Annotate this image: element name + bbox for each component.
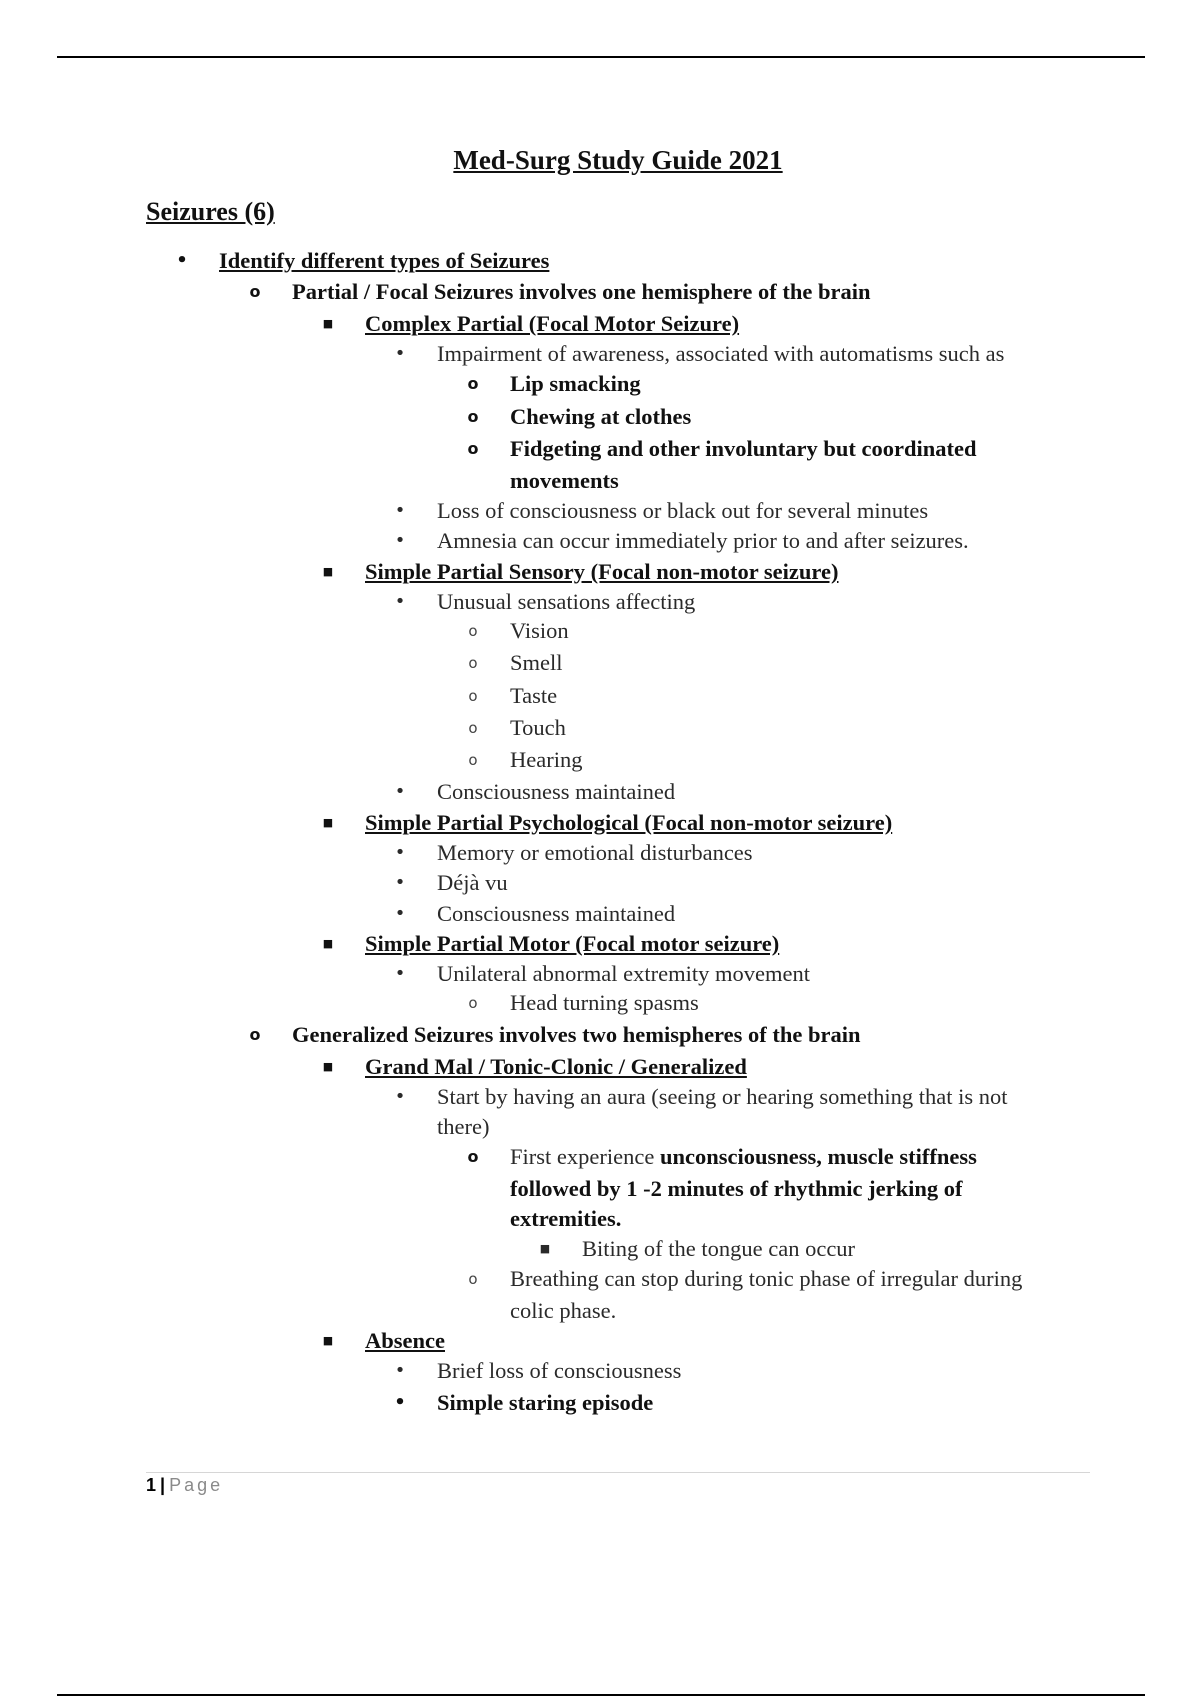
circle-bullet-icon: o bbox=[467, 407, 479, 426]
bullet-icon: • bbox=[394, 963, 406, 984]
page-label: Page bbox=[169, 1475, 224, 1495]
outline-grandmal-heading: ■ Grand Mal / Tonic-Clonic / Generalized bbox=[365, 1052, 747, 1082]
outline-psych-item: • Consciousness maintained bbox=[437, 899, 675, 929]
circle-bullet-icon: o bbox=[467, 374, 479, 393]
outline-motor-unilateral: • Unilateral abnormal extremity movement bbox=[437, 959, 810, 989]
footer-separator: | bbox=[160, 1475, 166, 1495]
outline-absence-staring: • Simple staring episode bbox=[437, 1388, 653, 1418]
circle-bullet-icon: o bbox=[249, 1025, 261, 1044]
outline-complex-loss: • Loss of consciousness or black out for several minutes bbox=[437, 496, 928, 526]
outline-grandmal-breathing: o Breathing can stop during tonic phase of irregular during bbox=[510, 1264, 1022, 1294]
hollow-circle-bullet-icon: o bbox=[468, 719, 478, 737]
outline-motor-head: o Head turning spasms bbox=[510, 988, 699, 1018]
hollow-circle-bullet-icon: o bbox=[468, 654, 478, 672]
hollow-circle-bullet-icon: o bbox=[468, 994, 478, 1012]
outline-grandmal-first-continued: followed by 1 -2 minutes of rhythmic jerking of bbox=[510, 1176, 963, 1201]
square-bullet-icon: ■ bbox=[539, 1242, 551, 1255]
hollow-circle-bullet-icon: o bbox=[468, 1270, 478, 1288]
outline-absence-heading: ■ Absence bbox=[365, 1326, 445, 1356]
circle-bullet-icon: o bbox=[467, 439, 479, 458]
outline-complex-amnesia: • Amnesia can occur immediately prior to and after seizures. bbox=[437, 526, 969, 556]
bullet-icon: • bbox=[394, 1086, 406, 1107]
bullet-icon: • bbox=[394, 530, 406, 551]
square-bullet-icon: ■ bbox=[322, 317, 334, 330]
outline-grandmal-aura-continued: there) bbox=[437, 1114, 490, 1139]
bullet-icon: • bbox=[394, 591, 406, 612]
bullet-icon: • bbox=[394, 872, 406, 893]
page-footer bbox=[146, 1472, 1090, 1496]
square-bullet-icon: ■ bbox=[322, 565, 334, 578]
outline-grandmal-first: o First experience unconsciousness, muscle stiffness bbox=[510, 1142, 977, 1172]
outline-sense-item: o Touch bbox=[510, 713, 566, 743]
outline-automatism-item: o Chewing at clothes bbox=[510, 402, 691, 432]
outline-partial-heading: o Partial / Focal Seizures involves one hemisphere of the brain bbox=[292, 277, 871, 307]
outline-complex-heading: ■ Complex Partial (Focal Motor Seizure) bbox=[365, 309, 739, 339]
square-bullet-icon: ■ bbox=[322, 816, 334, 829]
outline-l1-identify: • Identify different types of Seizures bbox=[219, 246, 549, 276]
outline-sensory-heading: ■ Simple Partial Sensory (Focal non-motor seizure) bbox=[365, 557, 838, 587]
outline-sensory-unusual: • Unusual sensations affecting bbox=[437, 587, 695, 617]
outline-automatism-item-continued: movements bbox=[510, 468, 619, 493]
hollow-circle-bullet-icon: o bbox=[468, 687, 478, 705]
outline-grandmal-breathing-continued: colic phase. bbox=[510, 1298, 617, 1323]
outline-motor-heading: ■ Simple Partial Motor (Focal motor seizure) bbox=[365, 929, 779, 959]
bullet-icon: • bbox=[176, 250, 188, 271]
section-heading: Seizures (6) bbox=[146, 197, 275, 226]
outline-generalized-heading: o Generalized Seizures involves two hemispheres of the brain bbox=[292, 1020, 861, 1050]
document-title: Med-Surg Study Guide 2021 bbox=[453, 145, 783, 175]
square-bullet-icon: ■ bbox=[322, 1060, 334, 1073]
outline-absence-brief: • Brief loss of consciousness bbox=[437, 1356, 681, 1386]
page-number: 1 bbox=[146, 1475, 157, 1495]
hollow-circle-bullet-icon: o bbox=[468, 751, 478, 769]
outline-automatism-item: o Lip smacking bbox=[510, 369, 641, 399]
bottom-rule bbox=[57, 1694, 1145, 1696]
outline-automatism-item: o Fidgeting and other involuntary but coordinated bbox=[510, 434, 977, 464]
outline-sense-item: o Vision bbox=[510, 616, 569, 646]
outline-psych-item: • Déjà vu bbox=[437, 868, 508, 898]
bullet-icon: • bbox=[394, 343, 406, 364]
outline-sense-item: o Taste bbox=[510, 681, 557, 711]
outline-grandmal-aura: • Start by having an aura (seeing or hearing something that is not bbox=[437, 1082, 1008, 1112]
outline-psych-heading: ■ Simple Partial Psychological (Focal non-motor seizure) bbox=[365, 808, 892, 838]
bullet-icon: • bbox=[394, 500, 406, 521]
outline-sensory-maintained: • Consciousness maintained bbox=[437, 777, 675, 807]
bullet-icon: • bbox=[394, 903, 406, 924]
circle-bullet-icon: o bbox=[249, 282, 261, 301]
square-bullet-icon: ■ bbox=[322, 937, 334, 950]
outline-complex-impairment: • Impairment of awareness, associated with automatisms such as bbox=[437, 339, 1004, 369]
outline-psych-item: • Memory or emotional disturbances bbox=[437, 838, 753, 868]
square-bullet-icon: ■ bbox=[322, 1334, 334, 1347]
bullet-icon: • bbox=[394, 1392, 406, 1413]
bullet-icon: • bbox=[394, 1360, 406, 1381]
top-rule bbox=[57, 56, 1145, 58]
bullet-icon: • bbox=[394, 781, 406, 802]
outline-grandmal-first-continued: extremities. bbox=[510, 1206, 622, 1231]
outline-grandmal-tongue: ■ Biting of the tongue can occur bbox=[582, 1234, 855, 1264]
outline-sense-item: o Smell bbox=[510, 648, 563, 678]
hollow-circle-bullet-icon: o bbox=[468, 622, 478, 640]
circle-bullet-icon: o bbox=[467, 1147, 479, 1166]
bullet-icon: • bbox=[394, 842, 406, 863]
outline-sense-item: o Hearing bbox=[510, 745, 582, 775]
